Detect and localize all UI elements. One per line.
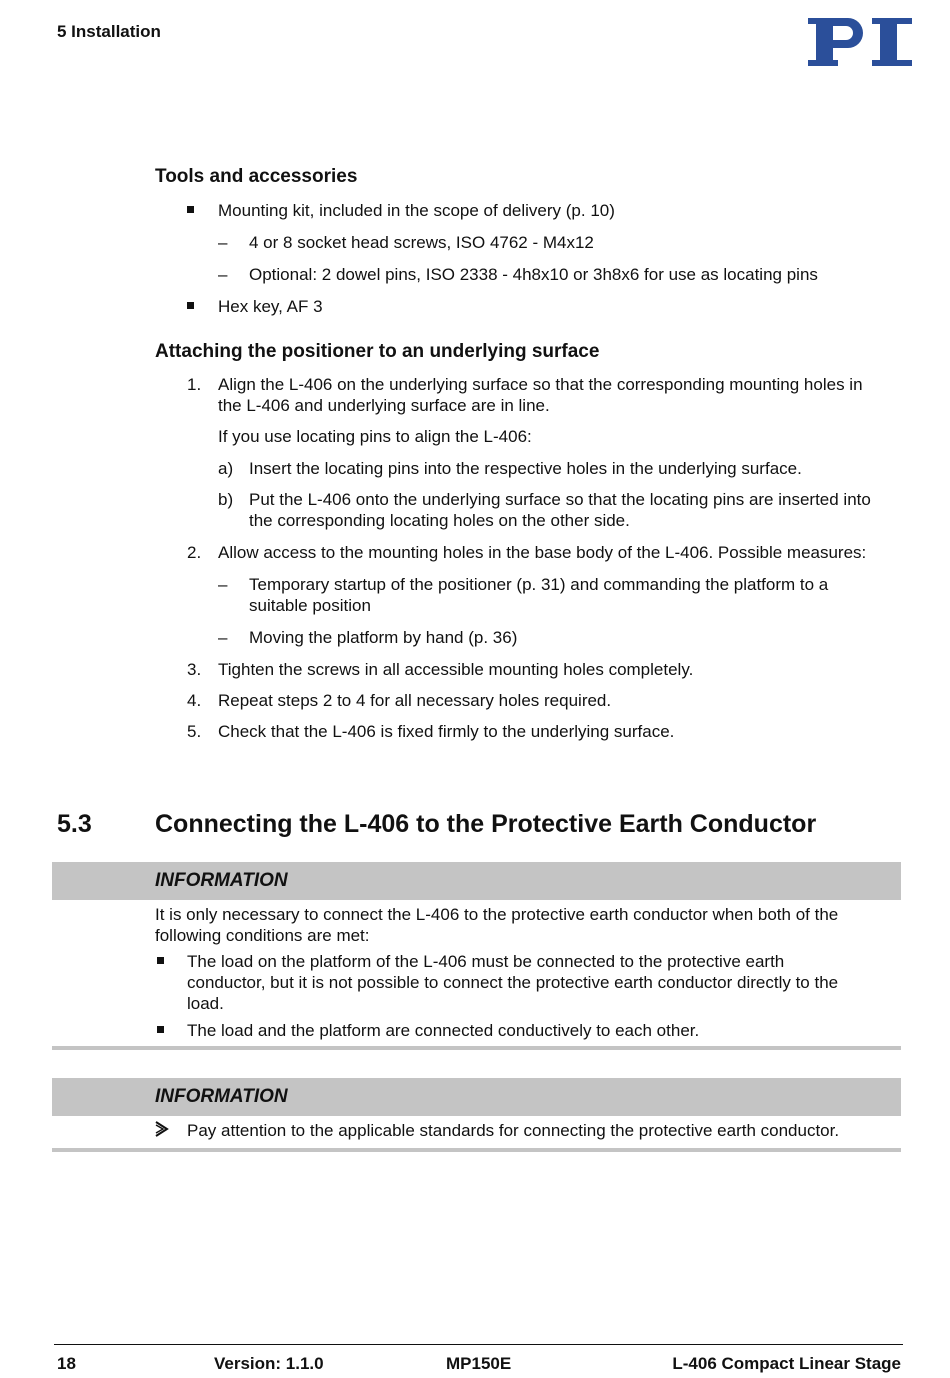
substep-text: Insert the locating pins into the respective holes in the underlying surface. [249,459,802,478]
step-number: 2. [187,543,202,562]
list-item: 4 or 8 socket head screws, ISO 4762 - M4x12 [249,233,594,252]
step-number: 1. [187,375,202,394]
condition-text: The load and the platform are connected conductively to each other. [187,1021,700,1040]
bullet-square-icon [157,957,164,964]
info-divider [52,1148,901,1152]
measure-text: suitable position [249,596,371,615]
substep-text: Put the L-406 onto the underlying surface so that the locating pins are inserted into [249,490,871,509]
page-number: 18 [57,1354,76,1373]
condition-text: The load on the platform of the L-406 must be connected to the protective earth [187,952,785,971]
list-item: Hex key, AF 3 [218,297,323,316]
tools-heading: Tools and accessories [155,166,358,187]
footer-rule [54,1344,903,1345]
information-label: INFORMATION [155,870,288,891]
footer-version: Version: 1.1.0 [214,1354,324,1373]
information-label: INFORMATION [155,1086,288,1107]
list-item: Mounting kit, included in the scope of delivery (p. 10) [218,201,615,220]
substep-text: the corresponding locating holes on the other side. [249,511,630,530]
action-text: Pay attention to the applicable standards for connecting the protective earth conductor. [187,1121,840,1140]
step-number: 4. [187,691,202,710]
step-text: the L-406 and underlying surface are in line. [218,396,550,415]
step-text: Align the L-406 on the underlying surface so that the corresponding mounting holes in [218,375,863,394]
footer-doc-id: MP150E [446,1354,512,1373]
pi-logo [808,14,916,70]
bullet-square-icon [187,206,194,213]
footer-product: L-406 Compact Linear Stage [672,1354,901,1373]
step-number: 3. [187,660,202,679]
condition-text: conductor, but it is not possible to connect the protective earth conductor directly to the [187,973,839,992]
condition-text: load. [187,994,224,1013]
step-text: Allow access to the mounting holes in the base body of the L-406. Possible measures: [218,543,867,562]
information-banner [52,1078,901,1116]
substep-letter: b) [218,490,234,509]
bullet-square-icon [187,302,194,309]
info-text: following conditions are met: [155,926,370,945]
running-header: 5 Installation [57,22,161,41]
list-item: Optional: 2 dowel pins, ISO 2338 - 4h8x10 or 3h8x6 for use as locating pins [249,265,818,284]
step-text: Check that the L-406 is fixed firmly to the underlying surface. [218,722,675,741]
info-text: It is only necessary to connect the L-406 to the protective earth conductor when both of the [155,905,839,924]
dash-marker: – [218,265,228,284]
section-title: Connecting the L-406 to the Protective Earth Conductor [155,810,817,838]
step-text: Repeat steps 2 to 4 for all necessary holes required. [218,691,612,710]
step-text: Tighten the screws in all accessible mounting holes completely. [218,660,694,679]
bullet-square-icon [157,1026,164,1033]
step-number: 5. [187,722,202,741]
attaching-heading: Attaching the positioner to an underlying surface [155,341,600,362]
note-text: If you use locating pins to align the L-406: [218,427,532,446]
information-banner [52,862,901,900]
measure-text: Temporary startup of the positioner (p. 31) and commanding the platform to a [249,575,829,594]
dash-marker: – [218,233,228,252]
dash-marker: – [218,628,228,647]
substep-letter: a) [218,459,234,478]
arrow-bullet-icon [155,1121,169,1142]
dash-marker: – [218,575,228,594]
info-divider [52,1046,901,1050]
measure-text: Moving the platform by hand (p. 36) [249,628,518,647]
section-number: 5.3 [57,810,92,838]
